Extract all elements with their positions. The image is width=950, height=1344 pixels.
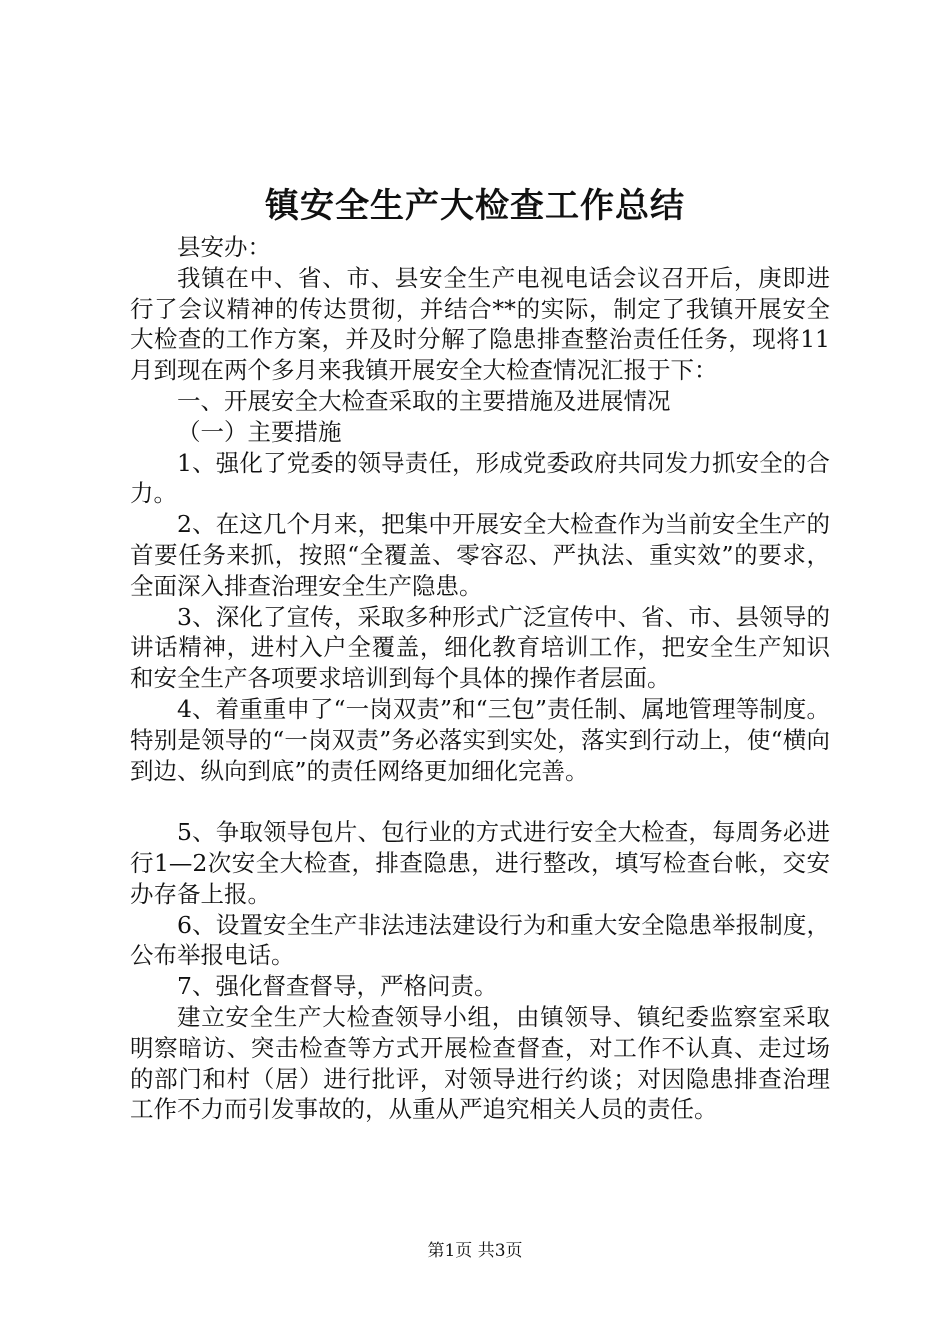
measure-5: 5、争取领导包片、包行业的方式进行安全大检查，每周务必进行1—2次安全大检查，排查隐患，进行整改，填写检查台帐，交安办存备上报。 — [130, 818, 830, 908]
measure-6: 6、设置安全生产非法违法建设行为和重大安全隐患举报制度，公布举报电话。 — [130, 910, 830, 970]
measure-1: 1、强化了党委的领导责任，形成党委政府共同发力抓安全的合力。 — [130, 448, 830, 508]
salutation: 县安办： — [177, 233, 271, 261]
intro-paragraph: 我镇在中、省、市、县安全生产电视电话会议召开后，庚即进行了会议精神的传达贯彻，并结合**的实际，制定了我镇开展安全大检查的工作方案，并及时分解了隐患排查整治责任任务，现将11月到现在两个多月来我镇开展安全大检查情况汇报于下： — [130, 263, 830, 385]
oversight-paragraph: 建立安全生产大检查领导小组，由镇领导、镇纪委监察室采取明察暗访、突击检查等方式开展检查督查，对工作不认真、走过场的部门和村（居）进行批评，对领导进行约谈；对因隐患排查治理工作不力而引发事故的，从重从严追究相关人员的责任。 — [130, 1002, 830, 1124]
measure-2: 2、在这几个月来，把集中开展安全大检查作为当前安全生产的首要任务来抓，按照“全覆盖、零容忍、严执法、重实效”的要求，全面深入排查治理安全生产隐患。 — [130, 510, 830, 600]
document-title: 镇安全生产大检查工作总结 — [265, 186, 685, 226]
measure-7: 7、强化督查督导，严格问责。 — [177, 972, 498, 1001]
section-heading: 一、开展安全大检查采取的主要措施及进展情况 — [177, 386, 671, 415]
document-body — [130, 232, 830, 1125]
measure-3: 3、深化了宣传，采取多种形式广泛宣传中、省、市、县领导的讲话精神，进村入户全覆盖，细化教育培训工作，把安全生产知识和安全生产各项要求培训到每个具体的操作者层面。 — [130, 602, 830, 693]
measure-4: 4、着重重申了“一岗双责”和“三包”责任制、属地管理等制度。特别是领导的“一岗双责”务必落实到实处，落实到行动上，使“横向到边、纵向到底”的责任网络更加细化完善。 — [130, 694, 830, 785]
page-number: 第1页 共3页 — [427, 1241, 523, 1261]
subsection-heading: （一）主要措施 — [177, 417, 342, 446]
